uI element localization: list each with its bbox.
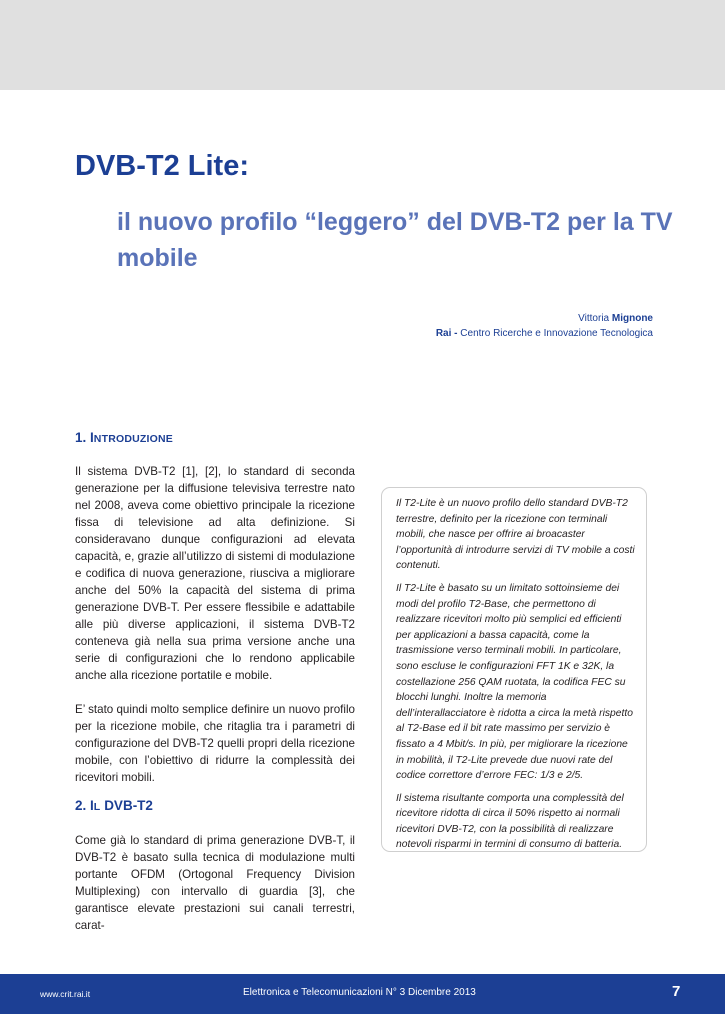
section-initial: I	[90, 798, 94, 813]
author-org: Rai -	[435, 328, 458, 339]
article-title: DVB-T2 Lite:	[75, 150, 249, 182]
section-initial: I	[90, 430, 94, 445]
author-first-name: Vittoria	[578, 313, 610, 324]
abstract-paragraph: Il T2-Lite è un nuovo profilo dello standard DVB-T2 terrestre, definito per la ricezione con terminali mobili, che nasce per offrire ai broacaster l’opportunità di introdurre servizi di TV mobile a costi contenuti.	[396, 498, 635, 572]
author-name	[436, 311, 653, 326]
section-heading-introduzione	[75, 430, 173, 445]
section-number: 2.	[75, 798, 87, 813]
abstract-paragraph: Il sistema risultante comporta una complessità del ricevitore ridotta di circa il 50% rispetto ai normali ricevitori DVB-T2, con la possibilità di realizzare notevoli risparmi in termini di consumo di batteria.	[396, 792, 624, 851]
page-number: 7	[672, 983, 681, 1000]
section-number: 1.	[75, 430, 87, 445]
footer-bar	[0, 974, 725, 1014]
article-subtitle: il nuovo profilo “leggero” del DVB-T2 per la TV mobile	[117, 208, 673, 272]
section-heading-suffix: DVB-T2	[104, 798, 153, 813]
abstract-paragraph: Il T2-Lite è basato su un limitato sottoinsieme dei modi del profilo T2-Base, che permettono di realizzare ricevitori molto più semplici ed efficienti per applicazioni a bassa capacità, come la trasmissione verso terminali mobili. In particolare, sono escluse le configurazioni FFT 1K e 32K, la costellazione 256 QAM ruotata, la codifica FEC su blocchi lunghi. Inoltre la memoria dell’interallacciatore è ridotta a circa la metà rispetto al T2-Base ed il bit rate massimo per servizio è fissato a 4 Mbit/s. In più, per migliorare la ricezione in mobilità, il T2-Lite prevede due nuovi rate del codice correttore d’errore FEC: 1/3 e 2/5.	[396, 582, 633, 782]
footer-journal: Elettronica e Telecomunicazioni N° 3 Dicembre 2013	[243, 987, 476, 998]
section-body-dvb-t2	[75, 832, 355, 951]
footer-url-link[interactable]: www.crit.rai.it	[40, 989, 91, 999]
author-affiliation	[436, 326, 653, 341]
abstract-box	[381, 487, 647, 852]
author-last-name: Mignone	[611, 313, 653, 324]
author-block	[436, 311, 653, 341]
header-band	[0, 0, 725, 90]
author-dept: Centro Ricerche e Innovazione Tecnologica	[460, 328, 653, 339]
section-body-introduzione	[75, 463, 355, 803]
section-heading-dvb-t2	[75, 798, 153, 813]
paragraph: Come già lo standard di prima generazione DVB-T, il DVB-T2 è basato sulla tecnica di modulazione multi portante OFDM (Ortogonal Frequency Division Multiplexing) con intervallo di guardia [3], che garantisce elevate prestazioni sui canali terrestri, carat-	[75, 834, 355, 932]
section-heading-rest: L	[93, 801, 101, 813]
paragraph: Il sistema DVB-T2 [1], [2], lo standard di seconda generazione per la diffusione televisiva terrestre nato nel 2008, aveva come obiettivo principale la ricezione fissa di televisione ad alta definizione. Si consideravano dunque configurazioni ad elevata capacità, e, grazie all’utilizzo di sistemi di modulazione e codifica di nuova generazione, riusciva a migliorare anche del 50% la capacità del sistema di prima generazione DVB-T. Per essere flessibile e adattabile alle più diverse applicazioni, il sistema DVB-T2 conteneva già nella sua prima versione anche una serie di configurazioni che lo rendono applicabile anche alla ricezione portatile e mobile.	[75, 465, 355, 682]
section-heading-rest: NTRODUZIONE	[93, 433, 173, 445]
paragraph: E’ stato quindi molto semplice definire un nuovo profilo per la ricezione mobile, che ritaglia tra i parametri di configurazione del DVB-T2 quelli propri della ricezione mobile, con l’obiettivo di ridurre la complessità dei ricevitori mobili.	[75, 703, 355, 784]
